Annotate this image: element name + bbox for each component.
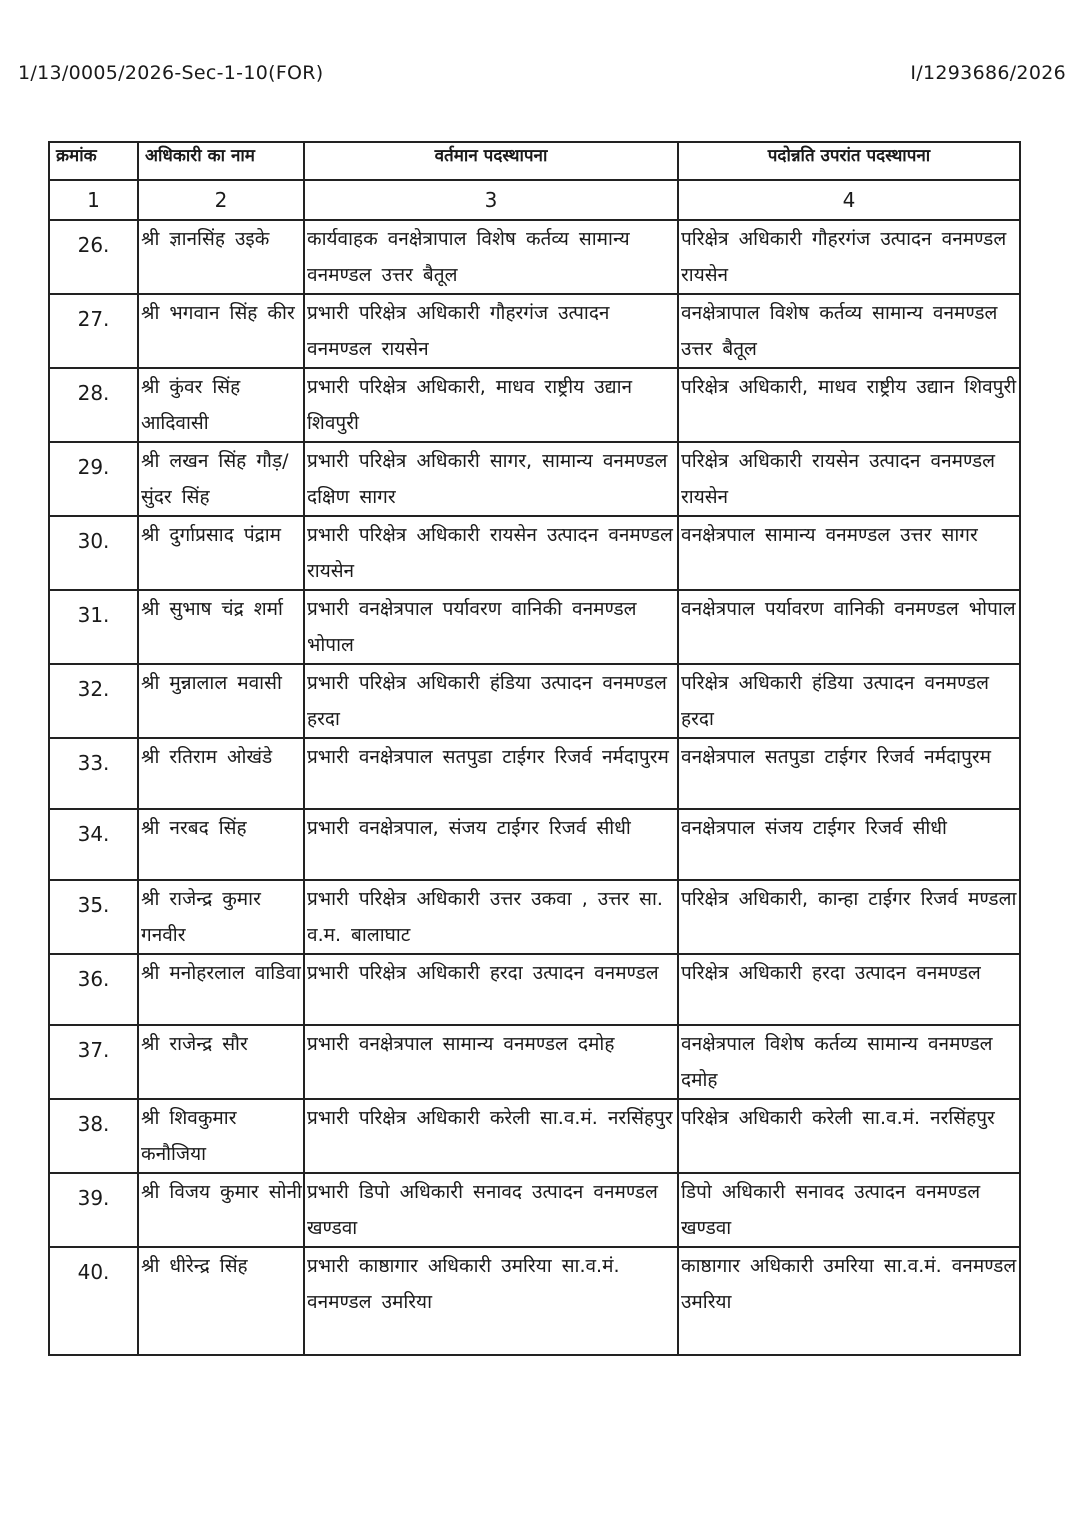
- current-posting-cell: प्रभारी परिक्षेत्र अधिकारी, माधव राष्ट्रीय उद्यान शिवपुरी: [304, 368, 678, 442]
- document-reference: I/1293686/2026: [910, 62, 1066, 84]
- posting-after-promotion-cell: वनक्षेत्रपाल संजय टाईगर रिजर्व सीधी: [678, 809, 1020, 880]
- serial-number-cell: 37.: [49, 1025, 138, 1099]
- serial-number-cell: 30.: [49, 516, 138, 590]
- serial-number-cell: 28.: [49, 368, 138, 442]
- current-posting-cell: प्रभारी परिक्षेत्र अधिकारी गौहरगंज उत्पादन वनमण्डल रायसेन: [304, 294, 678, 368]
- serial-number-cell: 35.: [49, 880, 138, 954]
- serial-number-cell: 36.: [49, 954, 138, 1025]
- posting-after-promotion-cell: डिपो अधिकारी सनावद उत्पादन वनमण्डल खण्डवा: [678, 1173, 1020, 1247]
- table-row: [49, 294, 1020, 368]
- officer-name-cell: श्री विजय कुमार सोनी: [138, 1173, 304, 1247]
- posting-after-promotion-cell: परिक्षेत्र अधिकारी करेली सा.व.मं. नरसिंहपुर: [678, 1099, 1020, 1173]
- current-posting-cell: प्रभारी डिपो अधिकारी सनावद उत्पादन वनमण्डल खण्डवा: [304, 1173, 678, 1247]
- current-posting-cell: प्रभारी परिक्षेत्र अधिकारी उत्तर उकवा , उत्तर सा. व.म. बालाघाट: [304, 880, 678, 954]
- column-number: 3: [304, 180, 678, 220]
- serial-number-cell: 27.: [49, 294, 138, 368]
- table-header-row: [49, 142, 1020, 180]
- officer-name-cell: श्री धीरेन्द्र सिंह: [138, 1247, 304, 1355]
- officer-name-cell: श्री मनोहरलाल वाडिवा: [138, 954, 304, 1025]
- promotion-posting-table: [48, 141, 1021, 1356]
- serial-number-cell: 33.: [49, 738, 138, 809]
- header-current-posting: वर्तमान पदस्थापना: [304, 142, 678, 180]
- current-posting-cell: प्रभारी वनक्षेत्रपाल, संजय टाईगर रिजर्व सीधी: [304, 809, 678, 880]
- serial-number-cell: 40.: [49, 1247, 138, 1355]
- serial-number-cell: 39.: [49, 1173, 138, 1247]
- table-row: [49, 516, 1020, 590]
- current-posting-cell: प्रभारी परिक्षेत्र अधिकारी सागर, सामान्य वनमण्डल दक्षिण सागर: [304, 442, 678, 516]
- officer-name-cell: श्री कुंवर सिंह आदिवासी: [138, 368, 304, 442]
- table-row: [49, 590, 1020, 664]
- posting-after-promotion-cell: परिक्षेत्र अधिकारी हरदा उत्पादन वनमण्डल: [678, 954, 1020, 1025]
- file-reference: 1/13/0005/2026-Sec-1-10(FOR): [18, 62, 324, 84]
- posting-after-promotion-cell: परिक्षेत्र अधिकारी हंडिया उत्पादन वनमण्डल हरदा: [678, 664, 1020, 738]
- column-number: 2: [138, 180, 304, 220]
- officer-name-cell: श्री सुभाष चंद्र शर्मा: [138, 590, 304, 664]
- current-posting-cell: प्रभारी काष्ठागार अधिकारी उमरिया सा.व.मं. वनमण्डल उमरिया: [304, 1247, 678, 1355]
- posting-after-promotion-cell: परिक्षेत्र अधिकारी गौहरगंज उत्पादन वनमण्डल रायसेन: [678, 220, 1020, 294]
- posting-after-promotion-cell: काष्ठागार अधिकारी उमरिया सा.व.मं. वनमण्डल उमरिया: [678, 1247, 1020, 1355]
- officer-name-cell: श्री नरबद सिंह: [138, 809, 304, 880]
- posting-after-promotion-cell: वनक्षेत्रपाल सामान्य वनमण्डल उत्तर सागर: [678, 516, 1020, 590]
- posting-after-promotion-cell: वनक्षेत्रपाल सतपुडा टाईगर रिजर्व नर्मदापुरम: [678, 738, 1020, 809]
- table-row: [49, 1025, 1020, 1099]
- column-number-row: [49, 180, 1020, 220]
- table-row: [49, 368, 1020, 442]
- column-number: 1: [49, 180, 138, 220]
- current-posting-cell: प्रभारी परिक्षेत्र अधिकारी करेली सा.व.मं. नरसिंहपुर: [304, 1099, 678, 1173]
- serial-number-cell: 34.: [49, 809, 138, 880]
- column-number: 4: [678, 180, 1020, 220]
- posting-after-promotion-cell: वनक्षेत्रपाल विशेष कर्तव्य सामान्य वनमण्डल दमोह: [678, 1025, 1020, 1099]
- table-row: [49, 1099, 1020, 1173]
- posting-after-promotion-cell: परिक्षेत्र अधिकारी, माधव राष्ट्रीय उद्यान शिवपुरी: [678, 368, 1020, 442]
- current-posting-cell: प्रभारी परिक्षेत्र अधिकारी हरदा उत्पादन वनमण्डल: [304, 954, 678, 1025]
- table-row: [49, 809, 1020, 880]
- current-posting-cell: कार्यवाहक वनक्षेत्रापाल विशेष कर्तव्य सामान्य वनमण्डल उत्तर बैतूल: [304, 220, 678, 294]
- current-posting-cell: प्रभारी परिक्षेत्र अधिकारी हंडिया उत्पादन वनमण्डल हरदा: [304, 664, 678, 738]
- serial-number-cell: 29.: [49, 442, 138, 516]
- serial-number-cell: 32.: [49, 664, 138, 738]
- table-row: [49, 954, 1020, 1025]
- serial-number-cell: 26.: [49, 220, 138, 294]
- serial-number-cell: 38.: [49, 1099, 138, 1173]
- table-row: [49, 738, 1020, 809]
- officer-name-cell: श्री भगवान सिंह कीर: [138, 294, 304, 368]
- table-row: [49, 442, 1020, 516]
- officer-name-cell: श्री मुन्नालाल मवासी: [138, 664, 304, 738]
- header-serial: क्रमांक: [49, 142, 138, 180]
- posting-after-promotion-cell: परिक्षेत्र अधिकारी, कान्हा टाईगर रिजर्व मण्डला: [678, 880, 1020, 954]
- header-officer-name: अधिकारी का नाम: [138, 142, 304, 180]
- table-row: [49, 664, 1020, 738]
- officer-name-cell: श्री लखन सिंह गौड़/सुंदर सिंह: [138, 442, 304, 516]
- current-posting-cell: प्रभारी वनक्षेत्रपाल पर्यावरण वानिकी वनमण्डल भोपाल: [304, 590, 678, 664]
- serial-number-cell: 31.: [49, 590, 138, 664]
- officer-name-cell: श्री दुर्गाप्रसाद पंद्राम: [138, 516, 304, 590]
- table-row: [49, 880, 1020, 954]
- posting-after-promotion-cell: वनक्षेत्रापाल विशेष कर्तव्य सामान्य वनमण्डल उत्तर बैतूल: [678, 294, 1020, 368]
- current-posting-cell: प्रभारी वनक्षेत्रपाल सामान्य वनमण्डल दमोह: [304, 1025, 678, 1099]
- current-posting-cell: प्रभारी वनक्षेत्रपाल सतपुडा टाईगर रिजर्व नर्मदापुरम: [304, 738, 678, 809]
- table-row: [49, 220, 1020, 294]
- officer-name-cell: श्री शिवकुमार कनौजिया: [138, 1099, 304, 1173]
- header-posting-after-promotion: पदोन्नति उपरांत पदस्थापना: [678, 142, 1020, 180]
- table-row: [49, 1173, 1020, 1247]
- posting-after-promotion-cell: परिक्षेत्र अधिकारी रायसेन उत्पादन वनमण्डल रायसेन: [678, 442, 1020, 516]
- officer-name-cell: श्री राजेन्द्र सौर: [138, 1025, 304, 1099]
- officer-name-cell: श्री रतिराम ओखंडे: [138, 738, 304, 809]
- officer-name-cell: श्री ज्ञानसिंह उइके: [138, 220, 304, 294]
- officer-name-cell: श्री राजेन्द्र कुमार गनवीर: [138, 880, 304, 954]
- current-posting-cell: प्रभारी परिक्षेत्र अधिकारी रायसेन उत्पादन वनमण्डल रायसेन: [304, 516, 678, 590]
- table-row: [49, 1247, 1020, 1355]
- posting-after-promotion-cell: वनक्षेत्रपाल पर्यावरण वानिकी वनमण्डल भोपाल: [678, 590, 1020, 664]
